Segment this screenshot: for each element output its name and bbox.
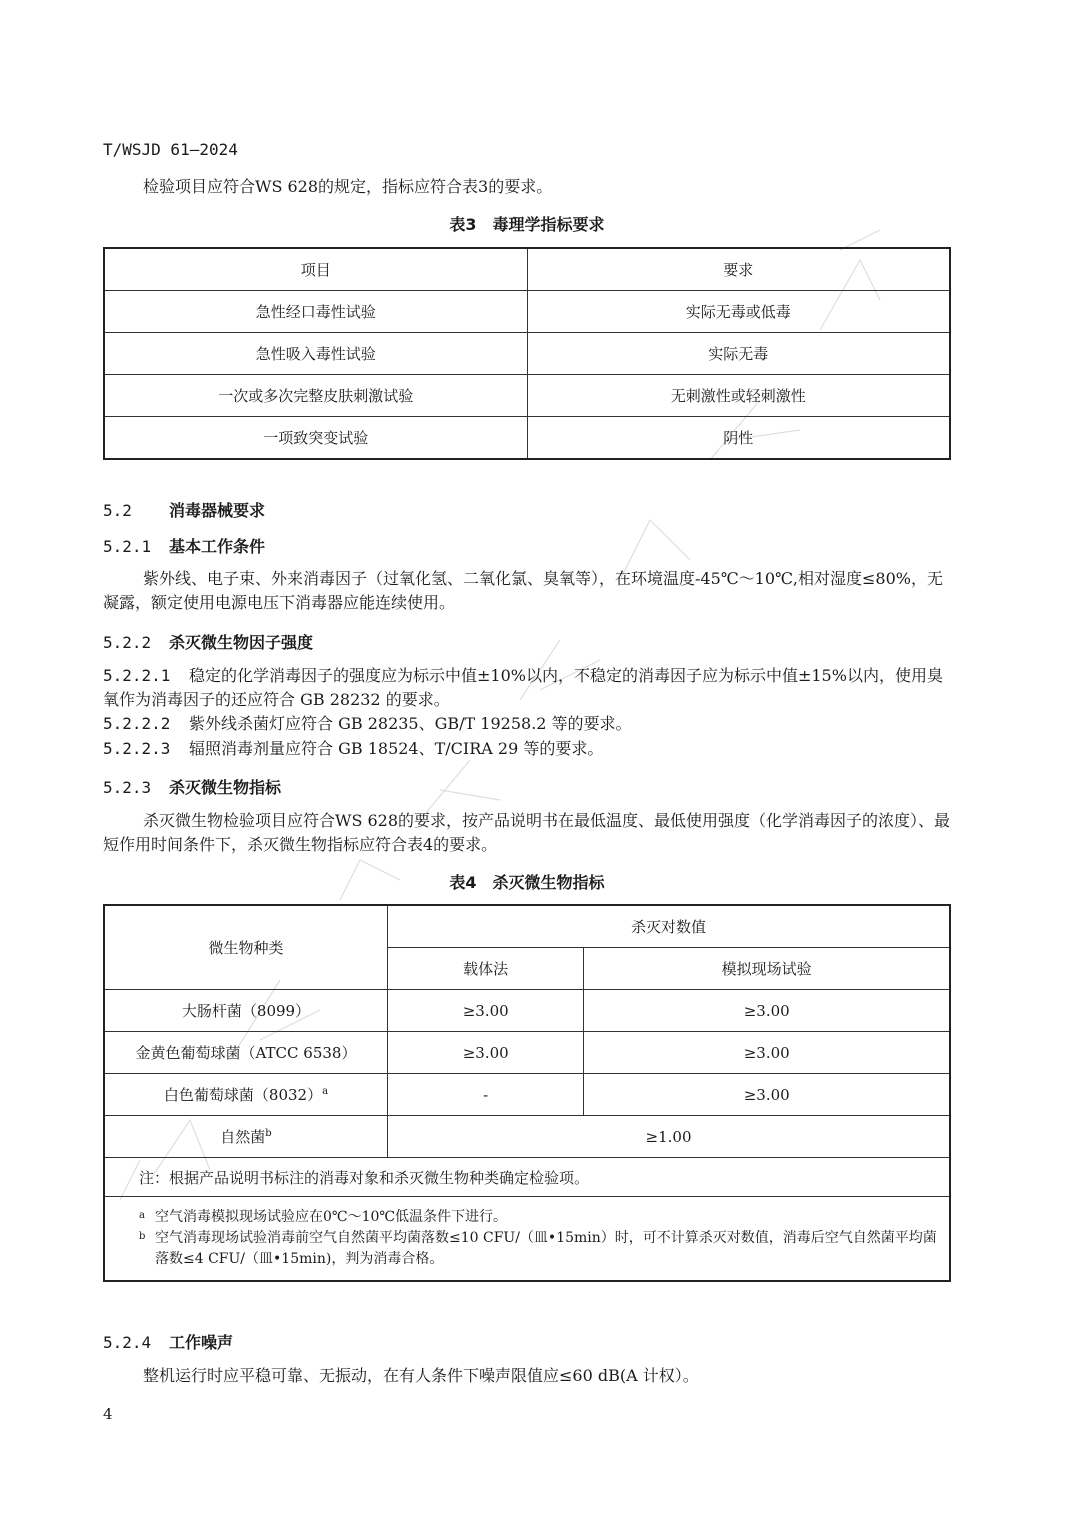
paragraph-5-2-4: 整机运行时应平稳可靠、无振动，在有人条件下噪声限值应≤60 dB(A 计权）。: [143, 1366, 699, 1385]
item-5-2-2-1: [103, 664, 951, 712]
table-cell: 自然菌$^b$: [104, 1116, 388, 1158]
section-number: 5.2.2: [103, 633, 152, 652]
paragraph-5-2-1: 紫外线、电子束、外来消毒因子（过氧化氢、二氧化氯、臭氧等），在环境温度-45℃～10℃,相对湿度≤80%，无凝露，额定使用电源电压下消毒器应能连续使用。: [103, 569, 943, 612]
section-title: 工作噪声: [169, 1333, 234, 1352]
table-row: [104, 417, 950, 460]
item-number: 5.2.2.2: [103, 714, 171, 733]
section-number: 5.2.1: [103, 537, 152, 556]
page-number: 4: [103, 1405, 113, 1423]
section-heading-5-2-2: [103, 630, 313, 653]
table-header-cell: 载体法: [388, 948, 584, 990]
table-row: [104, 1116, 950, 1158]
table-cell: 实际无毒: [527, 333, 950, 375]
item-5-2-2-2: [103, 712, 951, 736]
table-cell: ≥3.00: [388, 990, 584, 1032]
section-heading-5-2-1: [103, 534, 265, 557]
footnote-mark: a: [322, 1086, 329, 1097]
section-heading-5-2: [103, 498, 265, 521]
table-cell: 大肠杆菌（8099）: [104, 990, 388, 1032]
table-note-row: [104, 1158, 950, 1197]
table-header-row: [104, 905, 950, 948]
section-title: 杀灭微生物指标: [169, 778, 282, 797]
table-cell: 金黄色葡萄球菌（ATCC 6538）: [104, 1032, 388, 1074]
table-header-cell: 要求: [527, 248, 950, 291]
table-cell: 阴性: [527, 417, 950, 460]
table-row: [104, 333, 950, 375]
intro-paragraph: 检验项目应符合WS 628的规定，指标应符合表3的要求。: [143, 177, 553, 196]
item-number: 5.2.2.1: [103, 666, 171, 685]
table-cell: 急性吸入毒性试验: [104, 333, 527, 375]
paragraph-5-2-3: 杀灭微生物检验项目应符合WS 628的要求，按产品说明书在最低温度、最低使用强度（化学消毒因子的浓度）、最短作用时间条件下，杀灭微生物指标应符合表4的要求。: [103, 811, 951, 854]
table-header-cell: 杀灭对数值: [388, 905, 951, 948]
table-cell: ≥3.00: [584, 1074, 950, 1116]
section-title: 消毒器械要求: [169, 501, 266, 520]
table-cell: 一项致突变试验: [104, 417, 527, 460]
table-header-cell: 模拟现场试验: [584, 948, 950, 990]
table-cell: 实际无毒或低毒: [527, 291, 950, 333]
table-row: [104, 1032, 950, 1074]
table-row: [104, 375, 950, 417]
table-row: [104, 291, 950, 333]
section-title: 杀灭微生物因子强度: [169, 633, 314, 652]
section-title: 基本工作条件: [169, 537, 266, 556]
table-header-row: [104, 248, 950, 291]
table-row: [104, 1074, 950, 1116]
section-number: 5.2.4: [103, 1333, 152, 1352]
section-heading-5-2-3: [103, 775, 281, 798]
footnote-b: b 空气消毒现场试验消毒前空气自然菌平均菌落数≤10 CFU/（皿•15min）时，可不计算杀灭对数值，消毒后空气自然菌平均菌落数≤4 CFU/（皿•15min)，判为消毒合格。: [139, 1230, 937, 1267]
table-cell: ≥1.00: [388, 1116, 951, 1158]
table4-caption: 表4 杀灭微生物指标: [449, 873, 605, 892]
table4-microbial-kill: [103, 904, 951, 1282]
footnote-mark: b: [265, 1128, 272, 1139]
table-cell: 无刺激性或轻刺激性: [527, 375, 950, 417]
section-number: 5.2: [103, 501, 132, 520]
section-heading-5-2-4: [103, 1330, 233, 1353]
section-number: 5.2.3: [103, 778, 152, 797]
item-text: 紫外线杀菌灯应符合 GB 28235、GB/T 19258.2 等的要求。: [189, 714, 632, 733]
table-cell: 一次或多次完整皮肤刺激试验: [104, 375, 527, 417]
table-cell: ≥3.00: [388, 1032, 584, 1074]
table-footnote-row: [104, 1197, 950, 1282]
table-row: [104, 990, 950, 1032]
item-5-2-2-3: [103, 737, 951, 761]
item-number: 5.2.2.3: [103, 739, 171, 758]
item-text: 稳定的化学消毒因子的强度应为标示中值±10%以内，不稳定的消毒因子应为标示中值±15%以内，使用臭氧作为消毒因子的还应符合 GB 28232 的要求。: [103, 666, 943, 709]
table-footnotes: [104, 1197, 950, 1282]
table3-caption: 表3 毒理学指标要求: [449, 215, 605, 234]
table3-toxicology: [103, 247, 951, 460]
table-cell: ≥3.00: [584, 1032, 950, 1074]
item-text: 辐照消毒剂量应符合 GB 18524、T/CIRA 29 等的要求。: [189, 739, 604, 758]
table-note: 注：根据产品说明书标注的消毒对象和杀灭微生物种类确定检验项。: [104, 1158, 950, 1197]
table-cell: 白色葡萄球菌$(8032)^a$: [104, 1074, 388, 1116]
table-header-cell: 项目: [104, 248, 527, 291]
footnote-a: a 空气消毒模拟现场试验应在0℃～10℃低温条件下进行。: [139, 1209, 508, 1225]
table-header-cell: 微生物种类: [104, 905, 388, 990]
table-cell: 急性经口毒性试验: [104, 291, 527, 333]
document-code-header: T/WSJD 61—2024: [103, 140, 238, 159]
table-cell: -: [388, 1074, 584, 1116]
table-cell: ≥3.00: [584, 990, 950, 1032]
